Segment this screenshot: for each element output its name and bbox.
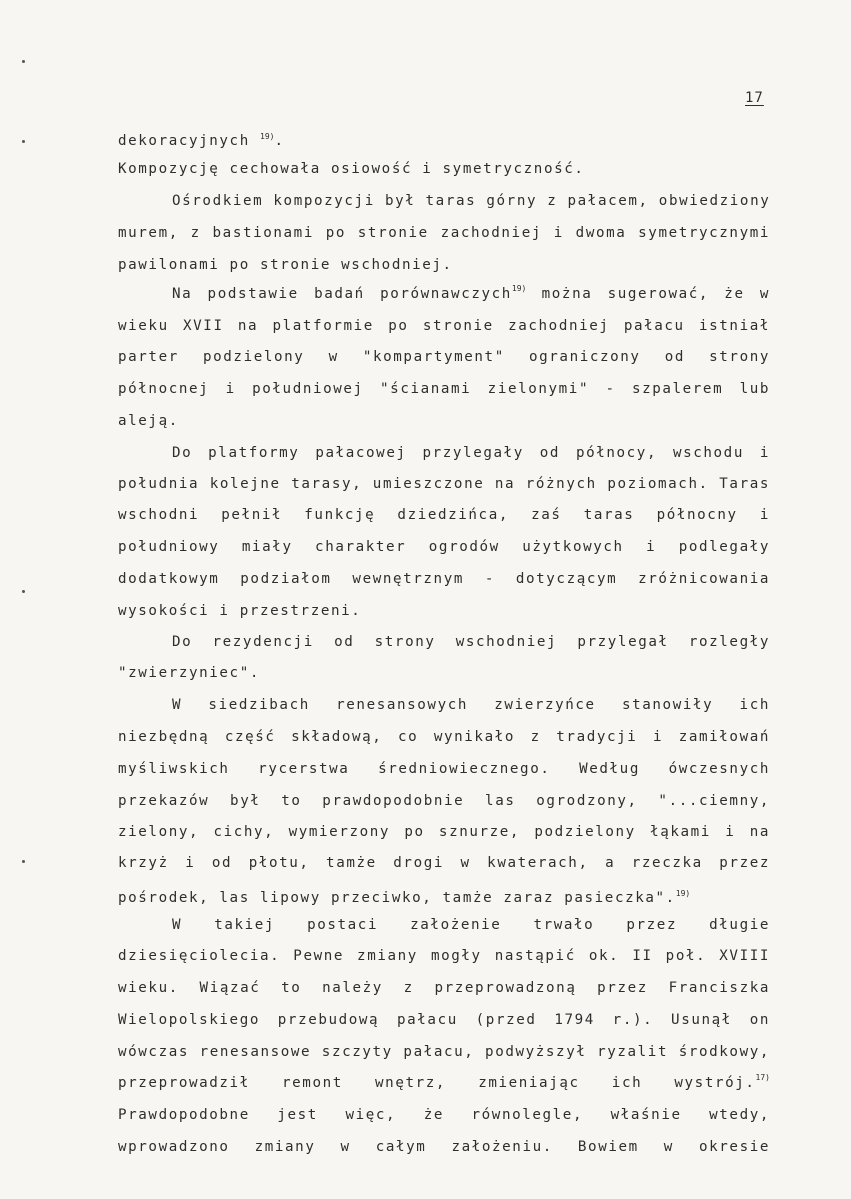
text-line: W siedzibach renesansowych zwierzyńce stanowiły ich — [172, 697, 770, 713]
text-line: Do platformy pałacowej przylegały od północy, wschodu i — [172, 445, 770, 461]
text-line: południa kolejne tarasy, umieszczone na różnych poziomach. Taras — [118, 476, 770, 492]
footnote-ref: 17) — [755, 1073, 770, 1082]
text-fragment: dekoracyjnych — [118, 133, 250, 149]
text-line: niezbędną część składową, co wynikało z tradycji i zamiłowań — [118, 729, 770, 745]
text-line: W takiej postaci założenie trwało przez długie — [172, 917, 770, 933]
text-line: południowy miały charakter ogrodów użytkowych i podlegały — [118, 539, 770, 555]
text-line: Wielopolskiego przebudową pałacu (przed 1794 r.). Usunął on — [118, 1012, 770, 1028]
text-line: wieku XVII na platformie po stronie zachodniej pałacu istniał — [118, 318, 770, 334]
text-line: aleją. — [118, 413, 179, 429]
text-fragment: można sugerować, że w — [541, 286, 770, 302]
footnote-ref: 19) — [511, 284, 527, 293]
text-line — [118, 128, 770, 150]
text-line: przekazów był to prawdopodobnie las ogrodzony, "...ciemny, — [118, 793, 770, 809]
text-line: wieku. Wiązać to należy z przeprowadzoną przez Franciszka — [118, 980, 770, 996]
text-line: zielony, cichy, wymierzony po sznurze, podzielony łąkami i na — [118, 824, 770, 840]
text-line: "zwierzyniec". — [118, 665, 260, 681]
margin-mark — [22, 140, 25, 143]
text-line — [118, 1074, 770, 1094]
text-line: Do rezydencji od strony wschodniej przylegał rozległy — [172, 634, 770, 650]
text-line: dodatkowym podziałom wewnętrznym - dotyczącym zróżnicowania — [118, 571, 770, 587]
page-number: 17 — [745, 90, 764, 106]
text-line: parter podzielony w "kompartyment" ograniczony od strony — [118, 349, 770, 365]
footnote-ref: 19) — [675, 889, 691, 898]
text-line: wprowadzono zmiany w całym założeniu. Bowiem w okresie — [118, 1139, 770, 1155]
text-fragment: Na podstawie badań porównawczych$^{19)}$ — [172, 284, 527, 302]
text-line: pawilonami po stronie wschodniej. — [118, 257, 453, 273]
margin-mark — [22, 590, 25, 593]
text-line: Prawdopodobne jest więc, że równolegle, właśnie wtedy, — [118, 1107, 770, 1123]
text-line: wówczas renesansowe szczyty pałacu, podwyższył ryzalit środkowy, — [118, 1044, 770, 1060]
text-line: wysokości i przestrzeni. — [118, 603, 362, 619]
text-line: wschodni pełnił funkcję dziedzińca, zaś taras północny i — [118, 507, 770, 523]
text-line: murem, z bastionami po stronie zachodniej i dwoma symetrycznymi — [118, 225, 770, 241]
text-fragment: . — [274, 133, 285, 149]
text-fragment: pośrodek, las lipowy przeciwko, tamże zaraz pasieczka". — [118, 890, 676, 906]
text-line: Kompozycję cechowała osiowość i symetryczność. — [118, 161, 585, 177]
text-line: północnej i południowej "ścianami zielonymi" - szpalerem lub — [118, 381, 770, 397]
text-line — [118, 885, 770, 907]
margin-mark — [22, 860, 25, 863]
text-line — [172, 285, 770, 305]
text-fragment: przeprowadził remont wnętrz, zmieniając ich wystrój. — [118, 1075, 756, 1091]
text-line: krzyż i od płotu, tamże drogi w kwaterach, a rzeczka przez — [118, 855, 770, 871]
footnote-ref: 19) — [260, 132, 275, 141]
margin-mark — [22, 60, 25, 63]
text-line: Ośrodkiem kompozycji był taras górny z pałacem, obwiedziony — [172, 193, 771, 209]
text-line: dziesięciolecia. Pewne zmiany mogły nastąpić ok. II poł. XVIII — [118, 948, 770, 964]
text-line: myśliwskich rycerstwa średniowiecznego. Według ówczesnych — [118, 761, 770, 777]
